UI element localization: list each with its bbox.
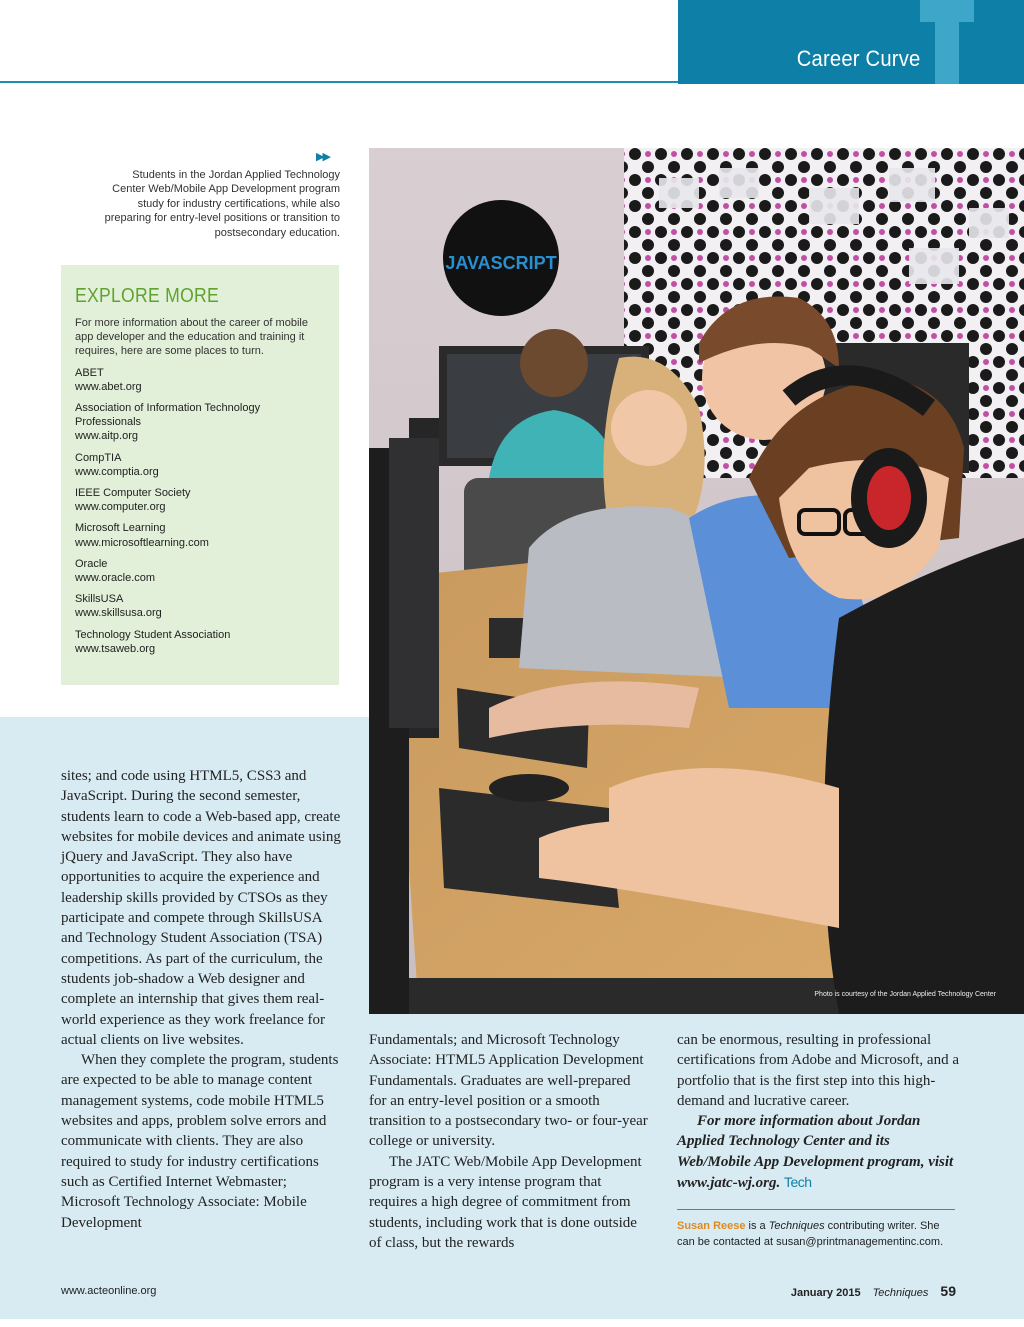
resource-link[interactable]: www.microsoftlearning.com bbox=[75, 536, 209, 549]
footer-website[interactable]: www.acteonline.org bbox=[61, 1285, 157, 1297]
article-column-3 bbox=[677, 1030, 959, 1193]
t-logo-stem bbox=[935, 22, 959, 84]
resource-link[interactable]: www.abet.org bbox=[75, 380, 142, 393]
resource-name: ABET bbox=[75, 366, 104, 379]
resource-link[interactable]: www.aitp.org bbox=[75, 430, 138, 443]
resource-item bbox=[75, 592, 325, 620]
resource-link[interactable]: www.oracle.com bbox=[75, 572, 156, 585]
author-name: Susan Reese bbox=[677, 1220, 746, 1232]
article-paragraph: When they complete the program, students are expected to be able to manage content management systems, code mobile HTML5 websites and apps, problem solve errors and communicate with clients. They are also required to study for industry certifications such as Certified Internet Webmaster; Microsoft Technology Associate: Mobile Development bbox=[61, 1052, 339, 1231]
call-to-action bbox=[677, 1111, 959, 1193]
article-paragraph: sites; and code using HTML5, CSS3 and JavaScript. During the second semester, students learn to code a Web-based app, create websites for mobile devices and animate using jQuery and JavaScript. They also have opportunities to acquire the experience and leadership skills provided by CTSOs as they participate and compete through SkillsUSA and Technology Student Association (TSA) competitions. As part of the curriculum, the students job-shadow a Web designer and complete an internship that gives them real-world experience as they work freelance for actual clients on live websites. bbox=[61, 768, 341, 1048]
resource-name: Microsoft Learning bbox=[75, 522, 166, 535]
bio-text: is a bbox=[745, 1220, 769, 1232]
resource-link[interactable]: www.skillsusa.org bbox=[75, 607, 162, 620]
bio-divider bbox=[677, 1209, 955, 1210]
resource-item bbox=[75, 401, 325, 444]
resource-item bbox=[75, 521, 325, 549]
resource-name: Oracle bbox=[75, 557, 108, 570]
magazine-name: Techniques bbox=[872, 1287, 929, 1299]
photo-credit: Photo is courtesy of the Jordan Applied Technology Center bbox=[814, 991, 996, 998]
resource-item bbox=[75, 486, 325, 514]
resource-item bbox=[75, 366, 325, 394]
resource-link[interactable]: www.comptia.org bbox=[75, 465, 159, 478]
call-to-action-text: For more information about Jordan Applied Technology Center and its Web/Mobile App Development program, visit www.jatc-wj.org. bbox=[677, 1113, 954, 1192]
resource-name: IEEE Computer Society bbox=[75, 487, 191, 500]
end-mark-icon: Tech bbox=[783, 1174, 812, 1191]
explore-more-intro: For more information about the career of mobile app developer and the education and training it requires, here are some places to turn. bbox=[75, 317, 308, 358]
resource-item bbox=[75, 628, 325, 656]
explore-more-sidebar bbox=[61, 265, 339, 685]
javascript-sign-text: JAVASCRIPT bbox=[445, 253, 557, 273]
resource-item bbox=[75, 451, 325, 479]
article-paragraph: Fundamentals; and Microsoft Technology Associate: HTML5 Application Development Fundamentals. Graduates are well-prepared for an entry-level position or a smooth transition to a postsecondary two- or four-year college or university. bbox=[369, 1032, 648, 1150]
resource-name: Technology Student Association bbox=[75, 628, 231, 641]
bio-magazine: Techniques bbox=[768, 1220, 825, 1232]
footer-info bbox=[791, 1283, 956, 1299]
resource-name: SkillsUSA bbox=[75, 593, 124, 606]
page-number: 59 bbox=[940, 1283, 956, 1299]
resource-link[interactable]: www.computer.org bbox=[75, 501, 166, 514]
resource-name: CompTIA bbox=[75, 451, 122, 464]
classroom-photo-illustration bbox=[369, 148, 1024, 1014]
author-bio bbox=[677, 1218, 959, 1250]
classroom-photo bbox=[369, 148, 1024, 1014]
t-logo-icon bbox=[920, 0, 974, 22]
resource-link[interactable]: www.tsaweb.org bbox=[75, 642, 156, 655]
explore-more-title: EXPLORE MORE bbox=[75, 285, 220, 307]
caption-arrow-icon: ▶▶ bbox=[316, 151, 329, 163]
resource-name: Association of Information Technology Professionals bbox=[75, 402, 261, 429]
bio-text: contributing writer. She can be contacted at susan@printmanagementinc.com. bbox=[677, 1220, 944, 1248]
resource-item bbox=[75, 557, 325, 585]
section-title: Career Curve bbox=[796, 46, 920, 71]
article-column-1 bbox=[61, 766, 343, 1233]
issue-date: January 2015 bbox=[790, 1287, 861, 1299]
photo-caption: Students in the Jordan Applied Technology Center Web/Mobile App Development program study for industry certifications, while also preparing for entry-level positions or transition to postsecondary education. bbox=[104, 169, 340, 239]
header-rule bbox=[0, 81, 678, 83]
article-paragraph: The JATC Web/Mobile App Development program is a very intense program that requires a high degree of commitment from students, including work that is done outside of class, but the rewards bbox=[369, 1153, 642, 1251]
article-column-2 bbox=[369, 1030, 649, 1253]
article-paragraph: can be enormous, resulting in professional certifications from Adobe and Microsoft, and a portfolio that is the first step into this high-demand and lucrative career. bbox=[677, 1032, 959, 1109]
